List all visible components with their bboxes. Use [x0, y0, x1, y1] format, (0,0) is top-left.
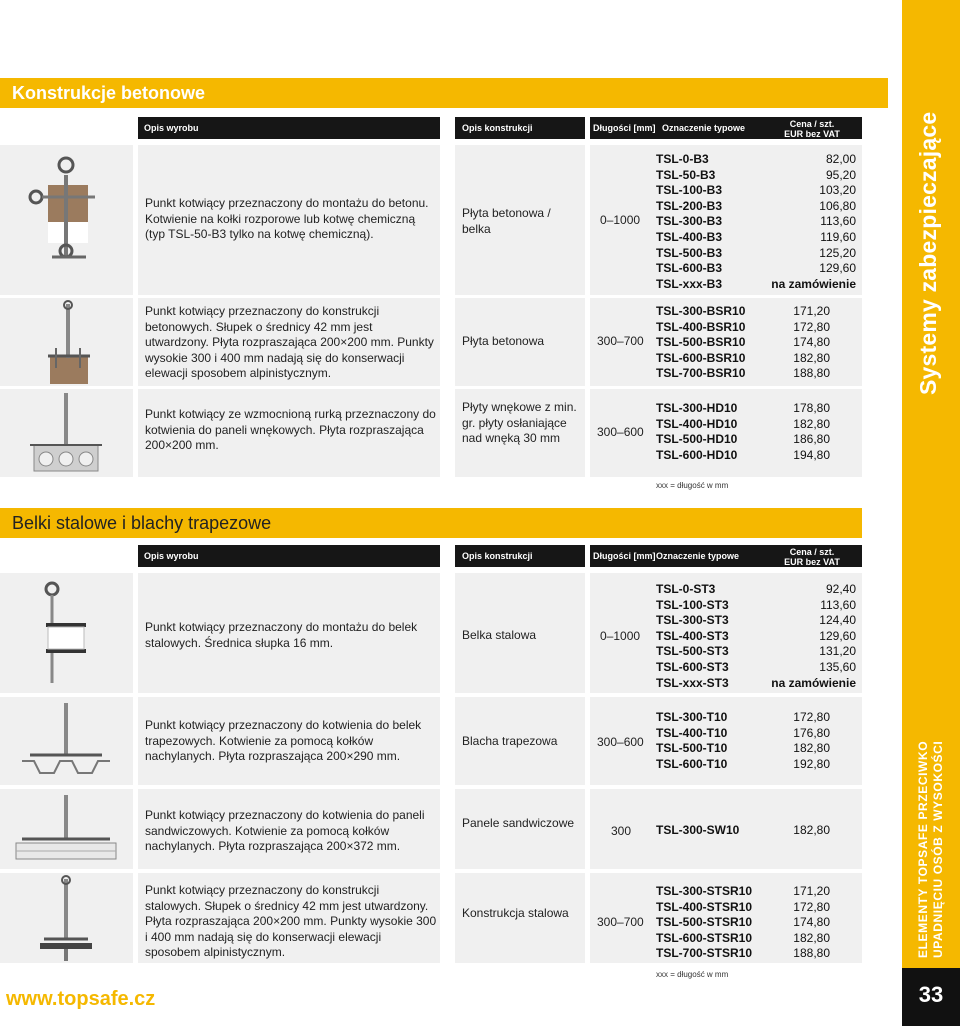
type-code: TSL-300-T10: [656, 710, 728, 724]
type-code: TSL-600-HD10: [656, 447, 738, 462]
product-image-cell: [0, 697, 133, 785]
product-description: Punkt kotwiący przeznaczony do kotwienia do paneli sandwiczowych. Kotwienie za pomocą kołków nachylanych. Płyta rozpraszająca 200×372 mm.: [145, 808, 425, 853]
header-cena-line2: EUR bez VAT: [784, 129, 840, 139]
prices: [766, 582, 856, 691]
side-title: Systemy zabezpieczające: [915, 111, 941, 395]
trapezoidal-sheet-anchor-icon: [0, 697, 133, 785]
page-number: 33: [918, 982, 944, 1007]
header-label: Opis wyrobu: [144, 551, 199, 561]
header-label: Opis konstrukcji: [462, 551, 533, 561]
price: 92,40: [825, 582, 856, 596]
product-image-cell: [0, 145, 133, 295]
header-label: Opis konstrukcji: [462, 123, 533, 133]
type-code: TSL-600-B3: [656, 261, 723, 276]
type-code: TSL-400-T10: [656, 725, 728, 740]
price: 182,80: [793, 741, 830, 756]
length-note: xxx = długość w mm: [656, 481, 729, 490]
price: 113,60: [820, 597, 856, 612]
product-description: Punkt kotwiący przeznaczony do konstrukcji stalowych. Słupek o średnicy 42 mm jest utwardzony. Płyta rozpraszająca 200×200 mm. Punkty wysokie 300 i 400 mm nadają się do konserwacji elewacji sposobem alpinistycznym.: [145, 883, 437, 959]
price: 103,20: [819, 183, 856, 198]
price: na zamówienie: [771, 276, 856, 291]
price: 188,80: [793, 366, 830, 381]
price: na zamówienie: [771, 675, 856, 690]
type-code: TSL-xxx-B3: [656, 276, 723, 291]
website-link[interactable]: www.topsafe.cz: [6, 988, 156, 1010]
price: 129,60: [819, 261, 856, 276]
price: 186,80: [793, 432, 830, 447]
price: 95,20: [825, 167, 856, 182]
construction-text: Płyta betonowa: [462, 334, 545, 348]
type-code: TSL-500-ST3: [656, 644, 729, 659]
product-image-cell: [0, 873, 133, 963]
product-description: Punkt kotwiący przeznaczony do montażu do belek stalowych. Średnica słupka 16 mm.: [145, 620, 418, 650]
length-range: 300–600: [597, 425, 644, 439]
type-code: TSL-600-BSR10: [656, 350, 746, 365]
type-codes: [656, 710, 727, 772]
type-code: TSL-300-HD10: [656, 401, 738, 415]
prices: [740, 304, 830, 382]
construction-text: Blacha trapezowa: [462, 734, 558, 748]
type-codes: [656, 823, 739, 839]
side-footer: [916, 741, 946, 958]
header-cena-line1: Cena / szt.: [789, 119, 835, 129]
header-cena: [762, 119, 862, 139]
price: 82,00: [825, 152, 856, 166]
price: 172,80: [793, 899, 830, 914]
price: 172,80: [793, 319, 830, 334]
type-code: TSL-100-B3: [656, 183, 723, 198]
price: 119,60: [820, 229, 856, 244]
type-codes: [656, 582, 729, 691]
header-cena: [762, 547, 862, 567]
type-code: TSL-300-BSR10: [656, 304, 746, 318]
price: 171,20: [793, 304, 830, 318]
type-code: TSL-0-ST3: [656, 582, 716, 596]
product-description: Punkt kotwiący ze wzmocnioną rurką przeznaczony do kotwienia do paneli wnękowych. Płyta rozpraszająca 200×200 mm.: [145, 407, 436, 452]
header-label: Opis wyrobu: [144, 123, 199, 133]
construction-text: Belka stalowa: [462, 628, 537, 642]
type-code: TSL-300-SW10: [656, 823, 740, 837]
prices: [740, 884, 830, 962]
price: 172,80: [793, 710, 830, 724]
header-right: [590, 117, 862, 139]
price: 131,20: [819, 644, 856, 659]
type-code: TSL-700-BSR10: [656, 366, 746, 381]
type-code: TSL-0-B3: [656, 152, 709, 166]
type-code: TSL-500-BSR10: [656, 335, 746, 350]
type-code: TSL-400-BSR10: [656, 319, 746, 334]
header-right: [590, 545, 862, 567]
construction-text: Konstrukcja stalowa: [462, 906, 569, 920]
section-title-steel: Belki stalowe i blachy trapezowe: [12, 513, 272, 533]
length-range: 300–700: [597, 915, 644, 929]
section-title-concrete: Konstrukcje betonowe: [12, 83, 206, 103]
prices: [766, 152, 856, 292]
type-code: TSL-500-B3: [656, 245, 723, 260]
price: 182,80: [793, 823, 830, 837]
type-code: TSL-100-ST3: [656, 597, 729, 612]
price: 129,60: [819, 628, 856, 643]
header-dlugosci: Długości [mm]: [593, 123, 656, 133]
type-code: TSL-600-T10: [656, 756, 728, 771]
type-code: TSL-700-STSR10: [656, 946, 753, 961]
length-range: 0–1000: [600, 629, 641, 643]
header-dlugosci: Długości [mm]: [593, 551, 656, 561]
price: 124,40: [819, 613, 856, 628]
product-image-cell: [0, 789, 133, 869]
type-code: TSL-xxx-ST3: [656, 675, 729, 690]
product-description: Punkt kotwiący przeznaczony do kotwienia do belek trapezowych. Kotwienie za pomocą kołków nachylanych. Płyta rozpraszająca 200×290 mm.: [145, 718, 422, 763]
price: 174,80: [793, 335, 830, 350]
construction-text: Panele sandwiczowe: [462, 816, 575, 830]
type-code: TSL-300-ST3: [656, 613, 729, 628]
type-code: TSL-500-STSR10: [656, 915, 753, 930]
eye-anchor-concrete-icon: [0, 145, 133, 295]
type-code: TSL-400-B3: [656, 229, 723, 244]
type-codes: [656, 884, 752, 962]
length-note: xxx = długość w mm: [656, 970, 729, 979]
steel-post-anchor-icon: [0, 873, 133, 963]
price: 106,80: [819, 198, 856, 213]
type-code: TSL-500-HD10: [656, 432, 738, 447]
type-code: TSL-400-STSR10: [656, 899, 753, 914]
product-image-cell: [0, 298, 133, 386]
type-code: TSL-300-B3: [656, 214, 723, 229]
price: 178,80: [793, 401, 830, 415]
product-description: Punkt kotwiący przeznaczony do montażu do betonu. Kotwienie na kołki rozporowe lub kotwę chemiczną (typ TSL-50-B3 tylko na kotwę chemiczną).: [145, 196, 429, 241]
type-code: TSL-600-ST3: [656, 659, 729, 674]
type-code: TSL-400-HD10: [656, 416, 738, 431]
prices: [740, 823, 830, 839]
type-code: TSL-300-STSR10: [656, 884, 753, 898]
price: 171,20: [793, 884, 830, 898]
type-codes: [656, 401, 737, 463]
product-description: Punkt kotwiący przeznaczony do konstrukcji betonowych. Słupek o średnicy 42 mm jest utwardzony. Płyta rozpraszająca 200×200 mm. Punkty wysokie 300 i 400 mm nadają się do konserwacji elewacji sposobem alpinistycznym.: [145, 304, 434, 380]
side-footer-line1: ELEMENTY TOPSAFE PRZECIWKO: [916, 740, 930, 958]
price: 188,80: [793, 946, 830, 961]
price: 113,60: [820, 214, 856, 229]
price: 194,80: [793, 447, 830, 462]
price: 182,80: [793, 350, 830, 365]
prices: [740, 401, 830, 463]
sandwich-panel-anchor-icon: [0, 789, 133, 869]
type-code: TSL-400-ST3: [656, 628, 729, 643]
header-oznaczenie: Oznaczenie typowe: [662, 123, 746, 133]
length-range: 300–700: [597, 334, 644, 348]
steel-beam-anchor-icon: [0, 573, 133, 693]
header-opis-wyrobu: [138, 545, 440, 567]
type-code: TSL-500-T10: [656, 741, 728, 756]
price: 192,80: [793, 756, 830, 771]
product-image-cell: [0, 573, 133, 693]
product-image-cell: [0, 389, 133, 477]
price: 174,80: [793, 915, 830, 930]
hollow-core-anchor-icon: [0, 389, 133, 477]
type-codes: [656, 152, 722, 292]
price: 182,80: [793, 930, 830, 945]
construction-text: Płyty wnękowe z min. gr. płyty osłaniające nad wnęką 30 mm: [462, 400, 577, 445]
length-range: 0–1000: [600, 213, 641, 227]
price: 176,80: [793, 725, 830, 740]
post-anchor-plate-icon: [0, 298, 133, 386]
type-code: TSL-200-B3: [656, 198, 723, 213]
header-opis-konstrukcji: [455, 117, 585, 139]
type-codes: [656, 304, 745, 382]
length-range: 300: [611, 824, 632, 838]
construction-text: Płyta betonowa / belka: [462, 206, 551, 236]
length-range: 300–600: [597, 735, 644, 749]
header-oznaczenie: Oznaczenie typowe: [656, 551, 740, 561]
prices: [740, 710, 830, 772]
header-opis-konstrukcji: [455, 545, 585, 567]
side-footer-line2: UPADNIĘCIU OSÓB Z WYSOKOŚCI: [931, 740, 945, 958]
header-opis-wyrobu: [138, 117, 440, 139]
header-cena-line1: Cena / szt.: [789, 547, 835, 557]
type-code: TSL-50-B3: [656, 167, 716, 182]
price: 182,80: [793, 416, 830, 431]
header-cena-line2: EUR bez VAT: [784, 557, 840, 567]
price: 125,20: [819, 245, 856, 260]
price: 135,60: [819, 659, 856, 674]
type-code: TSL-600-STSR10: [656, 930, 753, 945]
